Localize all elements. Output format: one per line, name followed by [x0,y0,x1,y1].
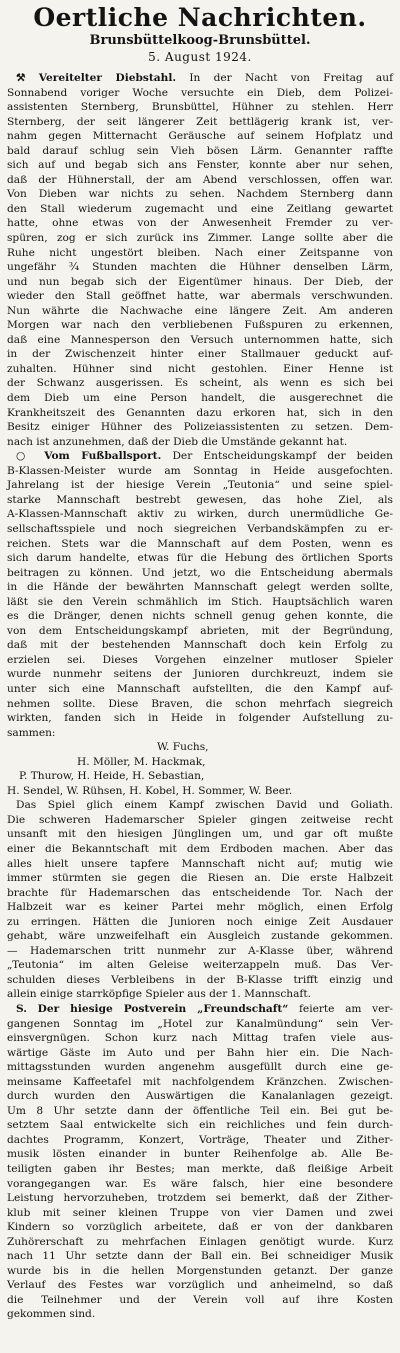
lineup-row: H. Möller, M. Hackmak, [77,755,206,768]
text-line: beitragen zu können. Und jetzt, wo die Entscheidung abermals [7,566,393,579]
article-headline: Vom Fußballsport. [44,450,162,463]
text-line: allein einige starrköpfige Spieler aus der 1. Mannschaft. [7,988,311,1001]
text-line: assistenten Sternberg, Brunsbüttel, Hühner zu stehlen. Herr [7,101,393,114]
text-line: Zuhörerschaft zu mehrfachen Einlagen genötigt wurde. Kurz [7,1235,393,1248]
text-line: in die Hände der bewährten Mannschaft gelegt werden sollte, [7,581,393,594]
text-line: — Hademarschen tritt nunmehr zur A-Klasse über, während [7,944,393,957]
text-line: einsvergnügen. Schon kurz nach Mittag trafen viele aus- [7,1032,393,1045]
text-line: erzielen sei. Dieses Vorgehen einzelner mutloser Spieler [7,653,393,666]
text-line: daß der Hühnerstall, der am Abend verschlossen, offen war. [7,173,393,186]
text-line: die Teilnehmer und der Verein voll auf ihre Kosten [7,1293,393,1306]
article-football [7,449,393,740]
text-line: läßt sie den Verein schmählich im Stich. Hauptsächlich waren [7,595,393,608]
text-line: Krankheitszeit des Genannten dazu erkoren hat, sich in den [7,406,393,419]
text-line: zu erringen. Hätten die Junioren noch einige Zeit Ausdauer [7,915,393,928]
text-line: vorangegangen war. Es wäre falsch, hier eine besondere [7,1177,393,1190]
text-line: immer stürmten sie gegen die Riesen an. Die erste Halbzeit [7,872,393,885]
text-line: wurde bis in die hellen Morgenstunden getanzt. Der ganze [7,1264,393,1277]
text-line: Ruhe nicht ungestört bleiben. Nach einer Zeitspanne von [7,246,393,259]
article-first-text: Der Entscheidungskampf der beiden [172,450,393,463]
dateline: 5. August 1924. [148,50,252,64]
text-line: B-Klassen-Meister wurde am Sonntag in Heide ausgefochten. [7,464,393,477]
text-line: ungefähr ¾ Stunden machten die Hühner denselben Lärm, [7,261,393,274]
article-headline: Der hiesige Postverein „Freundschaft“ [37,1003,289,1015]
text-line: den Stall wiederum zugemacht und eine Zeitlang gewartet [7,202,393,215]
circle-marker-icon: ○ [16,450,34,463]
text-line: Die schweren Hademarscher Spieler gingen zeitweise recht [7,813,393,826]
author-marker: S. [16,1003,27,1015]
text-line: starke Mannschaft bestrebt gewesen, das hohe Ziel, als [7,493,393,506]
text-line: sellschaftsspiele und noch siegreichen Verbandskämpfen zu er- [7,522,393,535]
article-first-line [7,71,393,86]
text-line: Nun währte die Nachwache eine längere Zeit. Am anderen [7,304,393,317]
section-subtitle: Brunsbüttelkoog-Brunsbüttel. [89,33,311,48]
text-line: Das Spiel glich einem Kampf zwischen David und Goliath. [16,799,393,812]
article-football-cont [7,798,393,1002]
text-line: Kindern so vorzüglich arbeitete, daß er von der dankbaren [7,1221,393,1234]
text-line: nach 11 Uhr setzte dann der Ball ein. Bei schneidiger Musik [7,1250,393,1263]
text-line: alles hielt unsere tapfere Mannschaft nicht auf; mutig wie [7,857,393,870]
text-line: sich auf und begab sich ans Fenster, konnte aber nur sehen, [7,159,393,172]
text-line: Sternberg, der seit längerer Zeit bettlägerig krank ist, ver- [7,115,393,128]
text-line: Morgen war nach den verbliebenen Fußspuren zu erkennen, [7,319,393,332]
text-line: spüren, zog er sich zurück ins Zimmer. Lange sollte aber die [7,232,393,245]
text-line: dem Dieb um eine Person handelt, die ausgerechnet die [7,392,393,405]
article-body [7,1017,393,1322]
text-line: mittagsstunden wurden angenehm ausgefüllt durch eine ge- [7,1061,393,1074]
text-line: und nun begab sich der Eigentümer hinaus. Der Dieb, der [7,275,393,288]
lineup-row: P. Thurow, H. Heide, H. Sebastian, [19,770,205,783]
section-title: Oertliche Nachrichten. [33,3,367,32]
text-line: reichen. Stets war die Mannschaft auf dem Posten, wenn es [7,537,393,550]
text-line: daß eine Mannesperson den Versuch unternommen hatte, sich [7,333,393,346]
team-lineup [7,740,393,798]
text-line: gehabt, wäre unzweifelhaft ein Ausgleich zustande gekommen. [7,930,393,943]
article-headline: Vereitelter Diebstahl. [38,72,177,84]
article-body [7,464,393,740]
text-line: wieder den Stall geöffnet hatte, war abermals verschwunden. [7,290,393,303]
article-first-line [7,449,393,464]
text-line: es die Dränger, denen nichts schnell genug gehen konnte, die [7,610,393,623]
text-line: Sonnabend voriger Woche versuchte ein Dieb, dem Polizei- [7,86,393,99]
text-line: dachtes Programm, Konzert, Vorträge, Theater und Zither- [7,1133,393,1146]
text-line: unter sich eine Mannschaft aufstellten, die den Kampf auf- [7,682,393,695]
text-line: daß mit der bestehenden Mannschaft doch kein Erfolg zu [7,639,393,652]
text-line: wärtige Gäste im Auto und per Bahn hier ein. Die Nach- [7,1046,393,1059]
text-line: Verlauf des Festes war vorzüglich und anheimelnd, so daß [7,1279,393,1292]
text-line: nach ist anzunehmen, daß der Dieb die Umstände gekannt hat. [7,435,348,448]
text-line: zuhalten. Hühner sind nicht gestohlen. Einer Henne ist [7,362,393,375]
text-line: Um 8 Uhr setzte dann der öffentliche Teil ein. Bei gut be- [7,1104,393,1117]
text-line: sammen: [7,726,56,739]
text-line: Besitz einiger Hühner des Polizeiassistenten zu setzen. Dem- [7,421,393,434]
text-line: in der Zwischenzeit hinter einer Stallmauer geduckt auf- [7,348,393,361]
text-line: Leistung hervorzuheben, trotzdem sei bemerkt, daß der Zither- [7,1192,393,1205]
text-line: A-Klassen-Mannschaft aktiv zu wirken, durch unermüdliche Ge- [7,508,393,521]
article-body [7,798,393,1002]
text-line: „Teutonia“ im alten Geleise weiterzappeln muß. Das Ver- [7,959,393,972]
text-line: nehmen sollte. Diese Braven, die schon mehrfach siegreich [7,697,393,710]
text-line: Jahrelang ist der hiesige Verein „Teutonia“ und seine spiel- [7,479,393,492]
hammer-marker-icon: ⚒ [16,72,26,84]
article-first-text: feierte am ver- [299,1003,394,1015]
text-line: Halbzeit war es keiner Partei mehr möglich, einen Erfolg [7,901,393,914]
article-postverein [7,1002,393,1322]
lineup-row: W. Fuchs, [157,741,209,754]
text-line: brachte für Hademarschen das entscheidende Tor. Nach der [7,886,393,899]
text-line: bald darauf schlug sein Vieh bösen Lärm. Genannter raffte [7,144,393,157]
text-line: gangenen Sonntag im „Hotel zur Kanalmündung“ sein Ver- [7,1017,393,1030]
text-line: schulden dieses Verbleibens in der B-Klasse trifft einzig und [7,973,393,986]
text-line: sich darum handelte, etwas für die Hebung des örtlichen Sports [7,552,393,565]
text-line: unsanft mit den hiesigen Jünglingen um, und gar oft mußte [7,828,393,841]
text-line: teiligten gaben ihr Bestes; man merkte, daß fleißige Arbeit [7,1163,393,1176]
text-line: klub mit seiner kleinen Truppe von vier Damen und zwei [7,1206,393,1219]
text-line: wirkten, fanden sich in Heide in folgender Aufstellung zu- [7,712,393,725]
text-line: nahm gegen Mitternacht Geräusche auf seinem Hofplatz und [7,130,393,143]
text-line: der Schwanz ausgerissen. Es scheint, als wenn es sich bei [7,377,393,390]
text-line: einer die Bekanntschaft mit dem Erdboden machen. Aber das [7,842,393,855]
lineup-row: H. Sendel, W. Rühsen, H. Kobel, H. Sommer, W. Beer. [7,784,293,797]
text-line: gekommen sind. [7,1308,96,1321]
text-line: durch wurden den Auswärtigen die Kanalanlagen gezeigt. [7,1090,393,1103]
text-line: setztem Saal entwickelte sich ein reichliches und fein durch- [7,1119,393,1132]
article-first-text: In der Nacht von Freitag auf [189,72,393,84]
article-body [7,86,393,450]
article-first-line [7,1002,393,1017]
text-line: hatte, ohne etwas von der Anwesenheit Fremder zu ver- [7,217,393,230]
article-theft [7,71,393,449]
text-line: musik lösten einander in bunter Reihenfolge ab. Alle Be- [7,1148,393,1161]
text-line: Von Dieben war nichts zu sehen. Nachdem Sternberg dann [7,188,393,201]
text-line: meinsame Kaffeetafel mit nachfolgendem Kränzchen. Zwischen- [7,1075,393,1088]
text-line: wurde nunmehr seitens der Junioren durchkreuzt, indem sie [7,668,393,681]
text-line: von dem Entscheidungskampf abrieten, mit der Begründung, [7,624,393,637]
